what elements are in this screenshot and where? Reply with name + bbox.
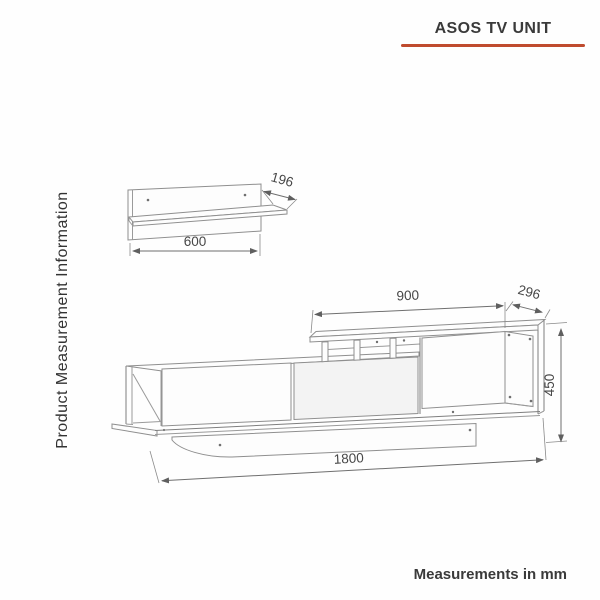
screw-hole [529,338,532,341]
compartment-back-panel [422,332,505,409]
screw-hole [403,339,405,341]
unit-left-door [162,363,291,426]
screw-hole [452,411,454,413]
page-title: ASOS TV UNIT [434,20,552,37]
screw-hole [530,400,533,403]
wall-shelf-drawing [128,169,297,256]
unit-height-label: 450 [542,373,557,397]
screw-hole [219,444,222,447]
unit-base-left-edge [112,424,157,436]
screw-hole [508,334,511,337]
shelf-support-slat [354,340,360,360]
screw-hole [244,194,247,197]
side-caption: Product Measurement Information [54,191,71,449]
unit-depth-label: 296 [516,281,542,303]
shelf-support-slat [322,342,328,362]
unit-total-width-label: 1800 [333,450,365,467]
units-note: Measurements in mm [413,566,567,583]
shelf-support-slat [390,338,396,358]
unit-shelf-width-label: 900 [396,287,420,304]
screw-hole [509,396,512,399]
shelf-depth-label: 196 [269,169,296,190]
right-panel-inner-face [505,332,533,407]
shelf-width-label: 600 [183,234,207,249]
tv-unit-drawing [112,282,567,483]
screw-hole [147,199,150,202]
screw-hole [376,341,378,343]
unit-right-door [294,357,418,420]
screw-hole [469,429,472,432]
unit-plinth [172,424,476,458]
